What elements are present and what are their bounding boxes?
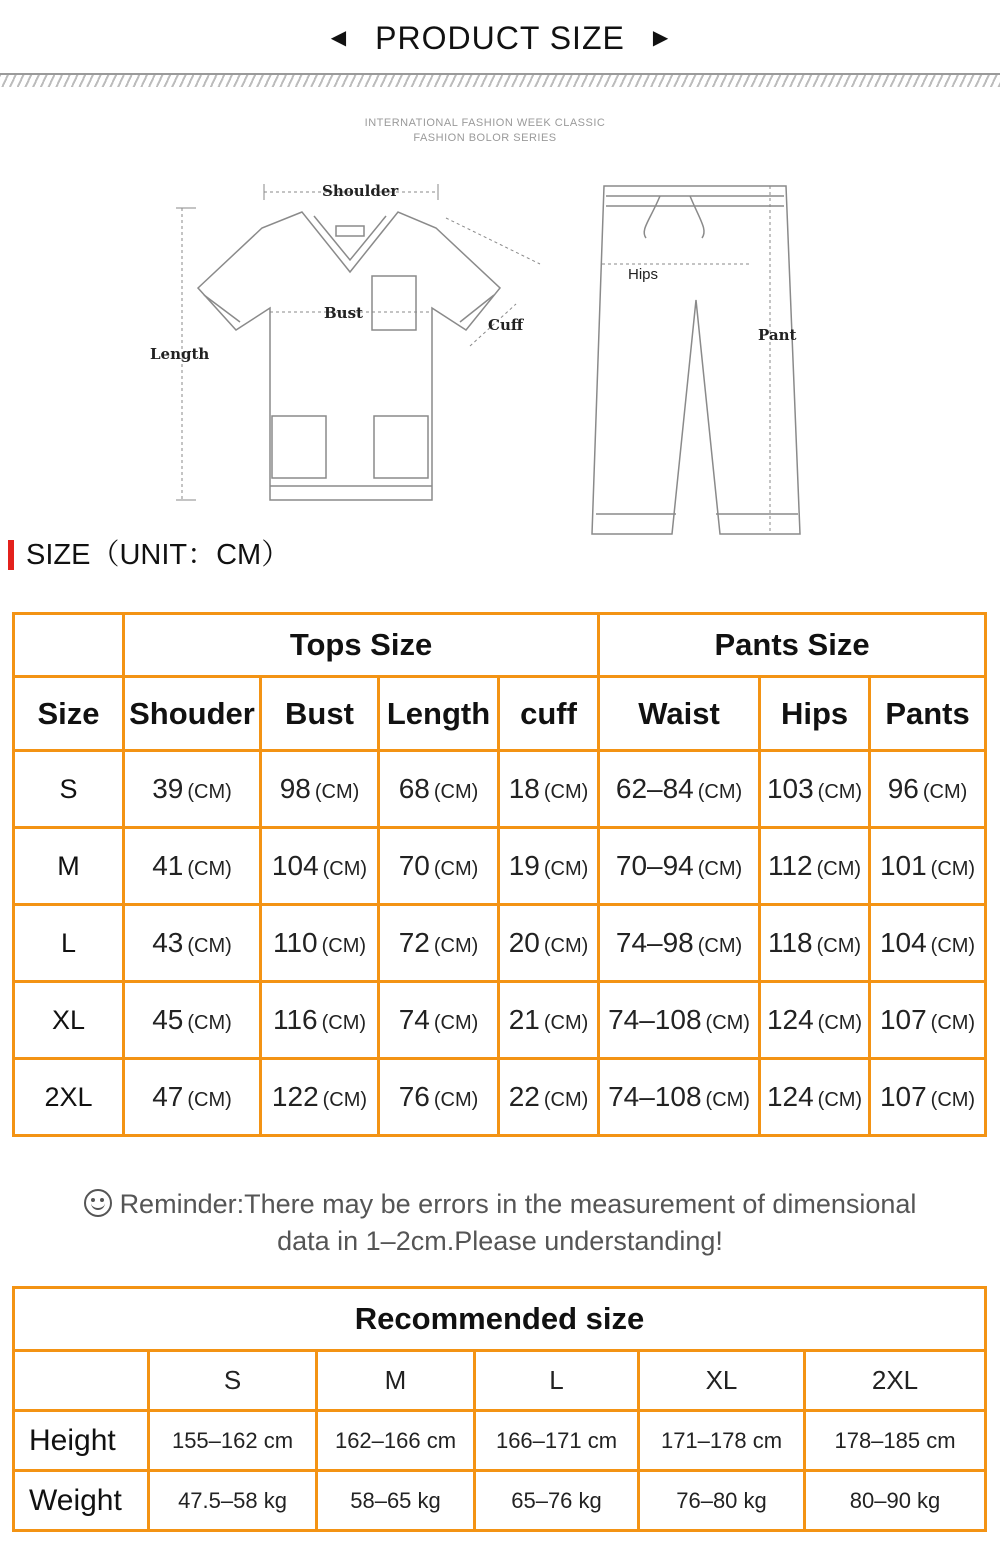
col-size: Size — [14, 677, 124, 751]
cell-cuff — [499, 828, 599, 905]
rec-size-m: M — [317, 1351, 475, 1411]
size-row-label: S — [14, 751, 124, 828]
subtitle — [300, 116, 670, 146]
cell-unit: (CM) — [433, 781, 479, 803]
cell-unit: (CM) — [816, 858, 862, 880]
cell-waist — [599, 828, 760, 905]
cell-value: 107 — [879, 1081, 927, 1112]
sleeve-guide — [446, 218, 540, 264]
cell-value: 124 — [766, 1081, 814, 1112]
cell-unit: (CM) — [816, 935, 862, 957]
cell-value: 41 — [152, 850, 184, 881]
col-shoulder: Shouder — [124, 677, 261, 751]
col-hips: Hips — [760, 677, 870, 751]
arrow-left-icon: ◀ — [330, 27, 348, 50]
chest-pocket — [372, 276, 416, 330]
recommended-corner-cell — [14, 1351, 149, 1411]
cell-unit: (CM) — [697, 858, 743, 880]
top-outline — [198, 212, 500, 500]
col-waist: Waist — [599, 677, 760, 751]
recommended-height-row — [14, 1411, 986, 1471]
cell-value: 118 — [767, 927, 813, 958]
table-row — [14, 1059, 986, 1136]
cell-unit: (CM) — [697, 781, 743, 803]
size-row-label: XL — [14, 982, 124, 1059]
size-table-column-row — [14, 677, 986, 751]
cell-pants — [870, 751, 986, 828]
cell-cuff — [499, 982, 599, 1059]
cell-cuff — [499, 1059, 599, 1136]
cell-unit: (CM) — [817, 781, 863, 803]
cell-unit: (CM) — [922, 781, 968, 803]
weight-s: 47.5–58 kg — [149, 1471, 317, 1531]
size-row-label: 2XL — [14, 1059, 124, 1136]
cell-bust — [261, 982, 379, 1059]
shoulder-label: Shoulder — [322, 182, 399, 200]
cell-value: 74 — [398, 1004, 430, 1035]
cell-waist — [599, 751, 760, 828]
size-table-body — [14, 751, 986, 1136]
corner-cell — [14, 614, 124, 677]
height-m: 162–166 cm — [317, 1411, 475, 1471]
weight-label: Weight — [14, 1471, 149, 1531]
subtitle-line-1: INTERNATIONAL FASHION WEEK CLASSIC — [364, 117, 606, 129]
pants-size-header: Pants Size — [599, 614, 986, 677]
cell-value: 104 — [879, 927, 927, 958]
length-label: Length — [150, 345, 210, 363]
cell-bust — [261, 1059, 379, 1136]
cell-value: 103 — [766, 773, 814, 804]
cell-pants — [870, 1059, 986, 1136]
page-title — [0, 20, 1000, 57]
smiley-icon — [84, 1189, 112, 1217]
cell-value: 45 — [152, 1004, 184, 1035]
cell-value: 96 — [887, 773, 919, 804]
recommended-size-header-row — [14, 1351, 986, 1411]
header-divider — [0, 73, 1000, 75]
cell-unit: (CM) — [321, 935, 367, 957]
recommended-size-table — [12, 1286, 987, 1532]
cell-value: 21 — [508, 1004, 540, 1035]
size-row-label: L — [14, 905, 124, 982]
cell-shoulder — [124, 905, 261, 982]
cell-unit: (CM) — [705, 1089, 750, 1111]
tops-size-header: Tops Size — [124, 614, 599, 677]
cell-unit: (CM) — [321, 1012, 367, 1034]
cell-value: 98 — [279, 773, 311, 804]
col-cuff: cuff — [499, 677, 599, 751]
cell-unit: (CM) — [930, 858, 976, 880]
table-row — [14, 828, 986, 905]
page-title-text: PRODUCT SIZE — [375, 20, 625, 56]
cell-shoulder — [124, 828, 261, 905]
cell-hips — [760, 828, 870, 905]
cell-value: 70 — [398, 850, 430, 881]
cell-waist — [599, 982, 760, 1059]
weight-m: 58–65 kg — [317, 1471, 475, 1531]
cell-value: 110 — [272, 927, 318, 958]
cell-unit: (CM) — [314, 781, 360, 803]
cell-unit: (CM) — [543, 858, 589, 880]
cell-length — [379, 751, 499, 828]
cell-unit: (CM) — [543, 781, 589, 803]
cell-hips — [760, 982, 870, 1059]
cell-unit: (CM) — [930, 1012, 976, 1034]
cell-bust — [261, 751, 379, 828]
cell-cuff — [499, 751, 599, 828]
table-row — [14, 751, 986, 828]
reminder-note — [40, 1186, 960, 1260]
cell-unit: (CM) — [433, 1012, 479, 1034]
col-bust: Bust — [261, 677, 379, 751]
cell-unit: (CM) — [322, 858, 368, 880]
cell-shoulder — [124, 1059, 261, 1136]
cell-unit: (CM) — [697, 935, 743, 957]
col-pants: Pants — [870, 677, 986, 751]
cell-bust — [261, 828, 379, 905]
measurement-diagram — [0, 160, 1000, 550]
cell-value: 22 — [508, 1081, 540, 1112]
pants-outline — [592, 186, 800, 534]
cell-value: 124 — [766, 1004, 814, 1035]
cell-unit: (CM) — [543, 1089, 589, 1111]
cell-unit: (CM) — [187, 858, 232, 880]
hips-label: Hips — [628, 266, 659, 283]
lower-pocket-right — [374, 416, 428, 478]
recommended-title-row — [14, 1288, 986, 1351]
cell-unit: (CM) — [543, 935, 589, 957]
header — [0, 0, 1000, 92]
accent-bar — [8, 540, 14, 570]
cell-unit: (CM) — [543, 1012, 589, 1034]
recommended-weight-row — [14, 1471, 986, 1531]
cell-shoulder — [124, 751, 261, 828]
arrow-right-icon: ▶ — [652, 27, 670, 50]
cell-unit: (CM) — [930, 935, 976, 957]
height-2xl: 178–185 cm — [805, 1411, 986, 1471]
cell-hips — [760, 1059, 870, 1136]
cell-value: 76 — [398, 1081, 430, 1112]
cell-unit: (CM) — [187, 1089, 232, 1111]
cell-value: 20 — [508, 927, 540, 958]
cell-shoulder — [124, 982, 261, 1059]
cell-pants — [870, 905, 986, 982]
cell-unit: (CM) — [433, 935, 479, 957]
reminder-line-2: data in 1–2cm.Please understanding! — [277, 1226, 723, 1256]
rec-size-l: L — [475, 1351, 639, 1411]
cell-value: 19 — [508, 850, 540, 881]
weight-xl: 76–80 kg — [639, 1471, 805, 1531]
header-divider-hatch — [0, 73, 1000, 87]
weight-l: 65–76 kg — [475, 1471, 639, 1531]
lower-pocket-left — [272, 416, 326, 478]
cell-pants — [870, 982, 986, 1059]
cell-unit: (CM) — [187, 1012, 232, 1034]
cell-value: 74–108 — [608, 1004, 702, 1035]
cell-value: 47 — [152, 1081, 184, 1112]
pant-label: Pant — [758, 326, 797, 344]
cell-value: 116 — [272, 1004, 318, 1035]
rec-size-2xl: 2XL — [805, 1351, 986, 1411]
subtitle-line-2: FASHION BOLOR SERIES — [413, 132, 557, 144]
cell-unit: (CM) — [322, 1089, 368, 1111]
height-l: 166–171 cm — [475, 1411, 639, 1471]
cell-value: 72 — [398, 927, 430, 958]
cell-value: 74–98 — [615, 927, 694, 958]
cell-value: 104 — [271, 850, 319, 881]
collar-tag — [336, 226, 364, 236]
cell-value: 112 — [767, 850, 813, 881]
cell-length — [379, 905, 499, 982]
cell-unit: (CM) — [930, 1089, 976, 1111]
cell-value: 70–94 — [615, 850, 694, 881]
cell-value: 107 — [879, 1004, 927, 1035]
cell-bust — [261, 905, 379, 982]
rec-size-xl: XL — [639, 1351, 805, 1411]
cell-unit: (CM) — [817, 1012, 863, 1034]
cell-cuff — [499, 905, 599, 982]
cell-unit: (CM) — [433, 1089, 479, 1111]
cell-value: 62–84 — [615, 773, 694, 804]
height-label: Height — [14, 1411, 149, 1471]
cell-unit: (CM) — [817, 1089, 863, 1111]
recommended-title: Recommended size — [14, 1288, 986, 1351]
table-row — [14, 905, 986, 982]
drawstring — [644, 196, 704, 238]
cell-length — [379, 1059, 499, 1136]
cell-unit: (CM) — [187, 935, 232, 957]
cell-unit: (CM) — [705, 1012, 750, 1034]
size-table-group-row — [14, 614, 986, 677]
cell-waist — [599, 1059, 760, 1136]
height-xl: 171–178 cm — [639, 1411, 805, 1471]
cell-value: 39 — [152, 773, 184, 804]
cell-waist — [599, 905, 760, 982]
cell-unit: (CM) — [187, 781, 232, 803]
cell-value: 18 — [508, 773, 540, 804]
cell-hips — [760, 751, 870, 828]
cell-value: 68 — [398, 773, 430, 804]
cell-hips — [760, 905, 870, 982]
cell-length — [379, 982, 499, 1059]
size-row-label: M — [14, 828, 124, 905]
height-s: 155–162 cm — [149, 1411, 317, 1471]
size-table — [12, 612, 987, 1137]
col-length: Length — [379, 677, 499, 751]
cell-value: 101 — [879, 850, 927, 881]
cell-length — [379, 828, 499, 905]
collar-inner — [314, 216, 386, 260]
cell-value: 74–108 — [608, 1081, 702, 1112]
cell-value: 122 — [271, 1081, 319, 1112]
weight-2xl: 80–90 kg — [805, 1471, 986, 1531]
cell-pants — [870, 828, 986, 905]
cell-value: 43 — [152, 927, 184, 958]
table-row — [14, 982, 986, 1059]
rec-size-s: S — [149, 1351, 317, 1411]
cuff-label: Cuff — [488, 316, 524, 334]
cell-unit: (CM) — [433, 858, 479, 880]
reminder-line-1: Reminder:There may be errors in the measurement of dimensional — [119, 1189, 917, 1219]
size-section-title: SIZE（UNIT：CM） — [26, 539, 291, 571]
bust-label: Bust — [324, 304, 363, 322]
